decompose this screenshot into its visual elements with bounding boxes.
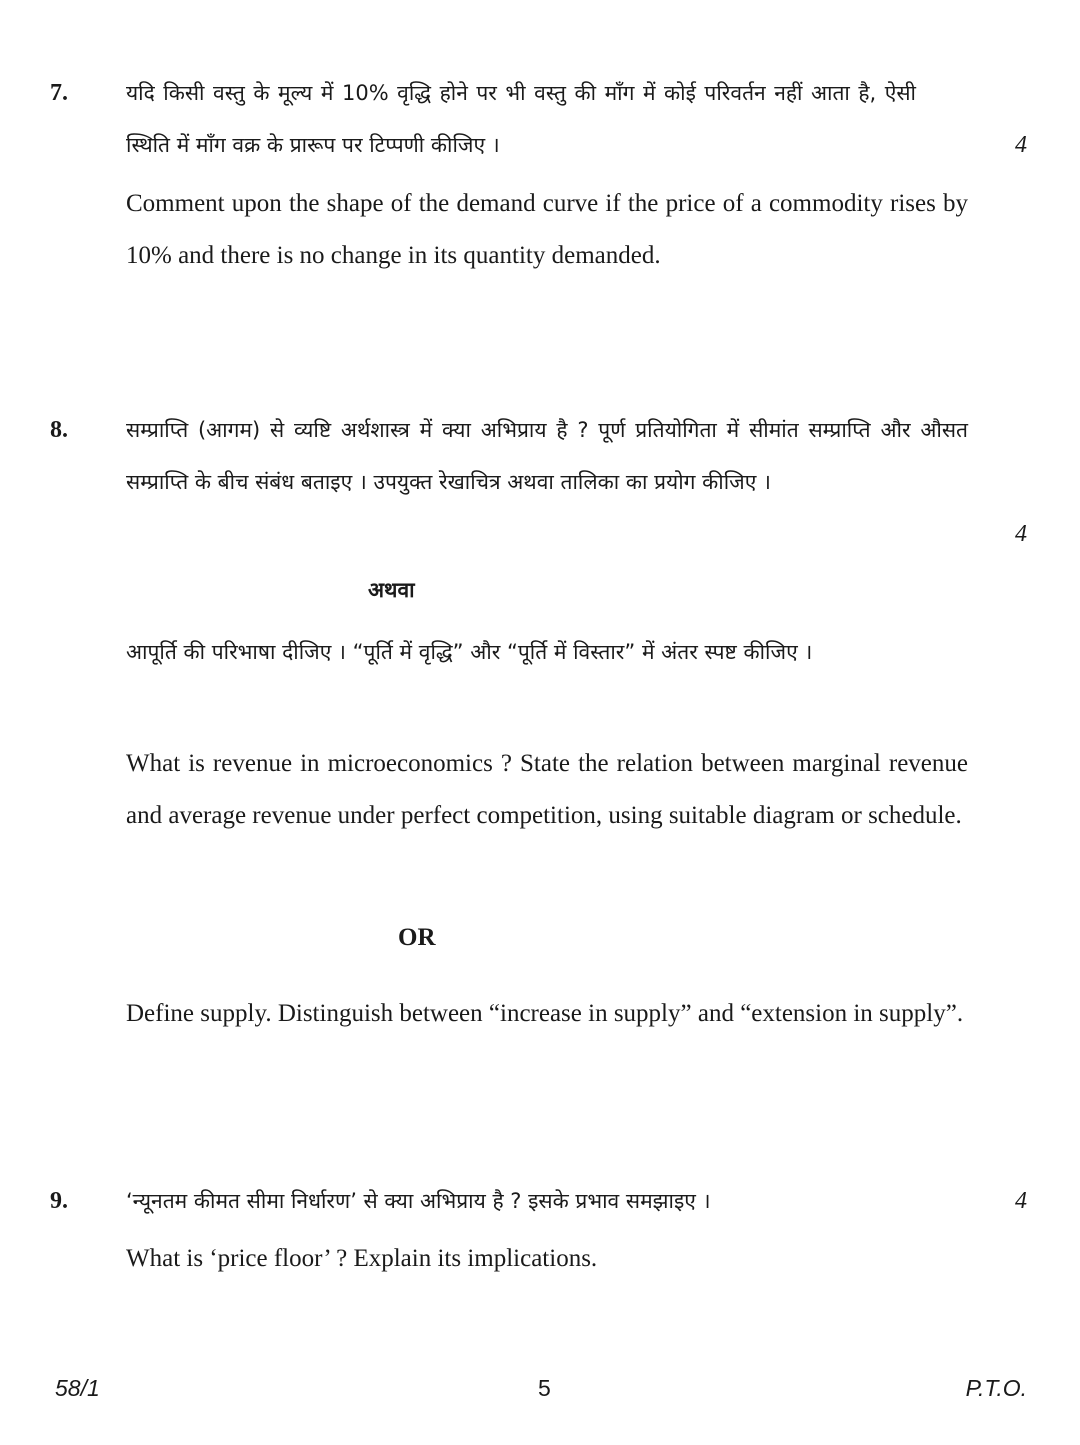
question-9-marks: 4 <box>1015 1188 1027 1214</box>
footer-paper-code: 58/1 <box>55 1375 100 1401</box>
question-9-number: 9. <box>50 1188 68 1214</box>
footer-pto: P.T.O. <box>965 1375 1027 1401</box>
question-9-english: What is ‘price floor’ ? Explain its implications. <box>126 1245 598 1272</box>
question-7-marks: 4 <box>1015 132 1027 158</box>
question-8-english: What is revenue in microeconomics ? State the relation between marginal revenue and average revenue under perfect competition, using suitable diagram or schedule. <box>126 750 968 829</box>
question-8-marks: 4 <box>1015 521 1027 547</box>
question-7-number: 7. <box>50 80 68 106</box>
question-9-hindi: ‘न्यूनतम कीमत सीमा निर्धारण’ से क्या अभिप्राय है ? इसके प्रभाव समझाइए । <box>126 1189 711 1213</box>
footer-page-number: 5 <box>538 1375 551 1401</box>
question-8-or-english: OR <box>398 924 436 951</box>
question-8-hindi: सम्प्राप्ति (आगम) से व्यष्टि अर्थशास्त्र में क्या अभिप्राय है ? पूर्ण प्रतियोगिता में सीमांत सम्प्राप्ति और औसत सम्प्राप्ति के बीच संबंध बताइए । उपयुक्त रेखाचित्र अथवा तालिका का प्रयोग कीजिए । <box>126 418 968 494</box>
question-8-english-alternative: Define supply. Distinguish between “increase in supply” and “extension in supply”. <box>126 1000 964 1027</box>
question-7-english: Comment upon the shape of the demand curve if the price of a commodity rises by 10% and there is no change in its quantity demanded. <box>126 190 968 269</box>
question-8-hindi-alternative: आपूर्ति की परिभाषा दीजिए । “पूर्ति में वृद्धि” और “पूर्ति में विस्तार” में अंतर स्पष्ट कीजिए । <box>126 640 813 664</box>
question-8-number: 8. <box>50 417 68 443</box>
question-8-or-hindi: अथवा <box>368 578 415 602</box>
question-7-hindi: यदि किसी वस्तु के मूल्य में 10% वृद्धि होने पर भी वस्तु की माँग में कोई परिवर्तन नहीं आता है, ऐसी स्थिति में माँग वक्र के प्रारूप पर टिप्पणी कीजिए । <box>126 81 916 157</box>
